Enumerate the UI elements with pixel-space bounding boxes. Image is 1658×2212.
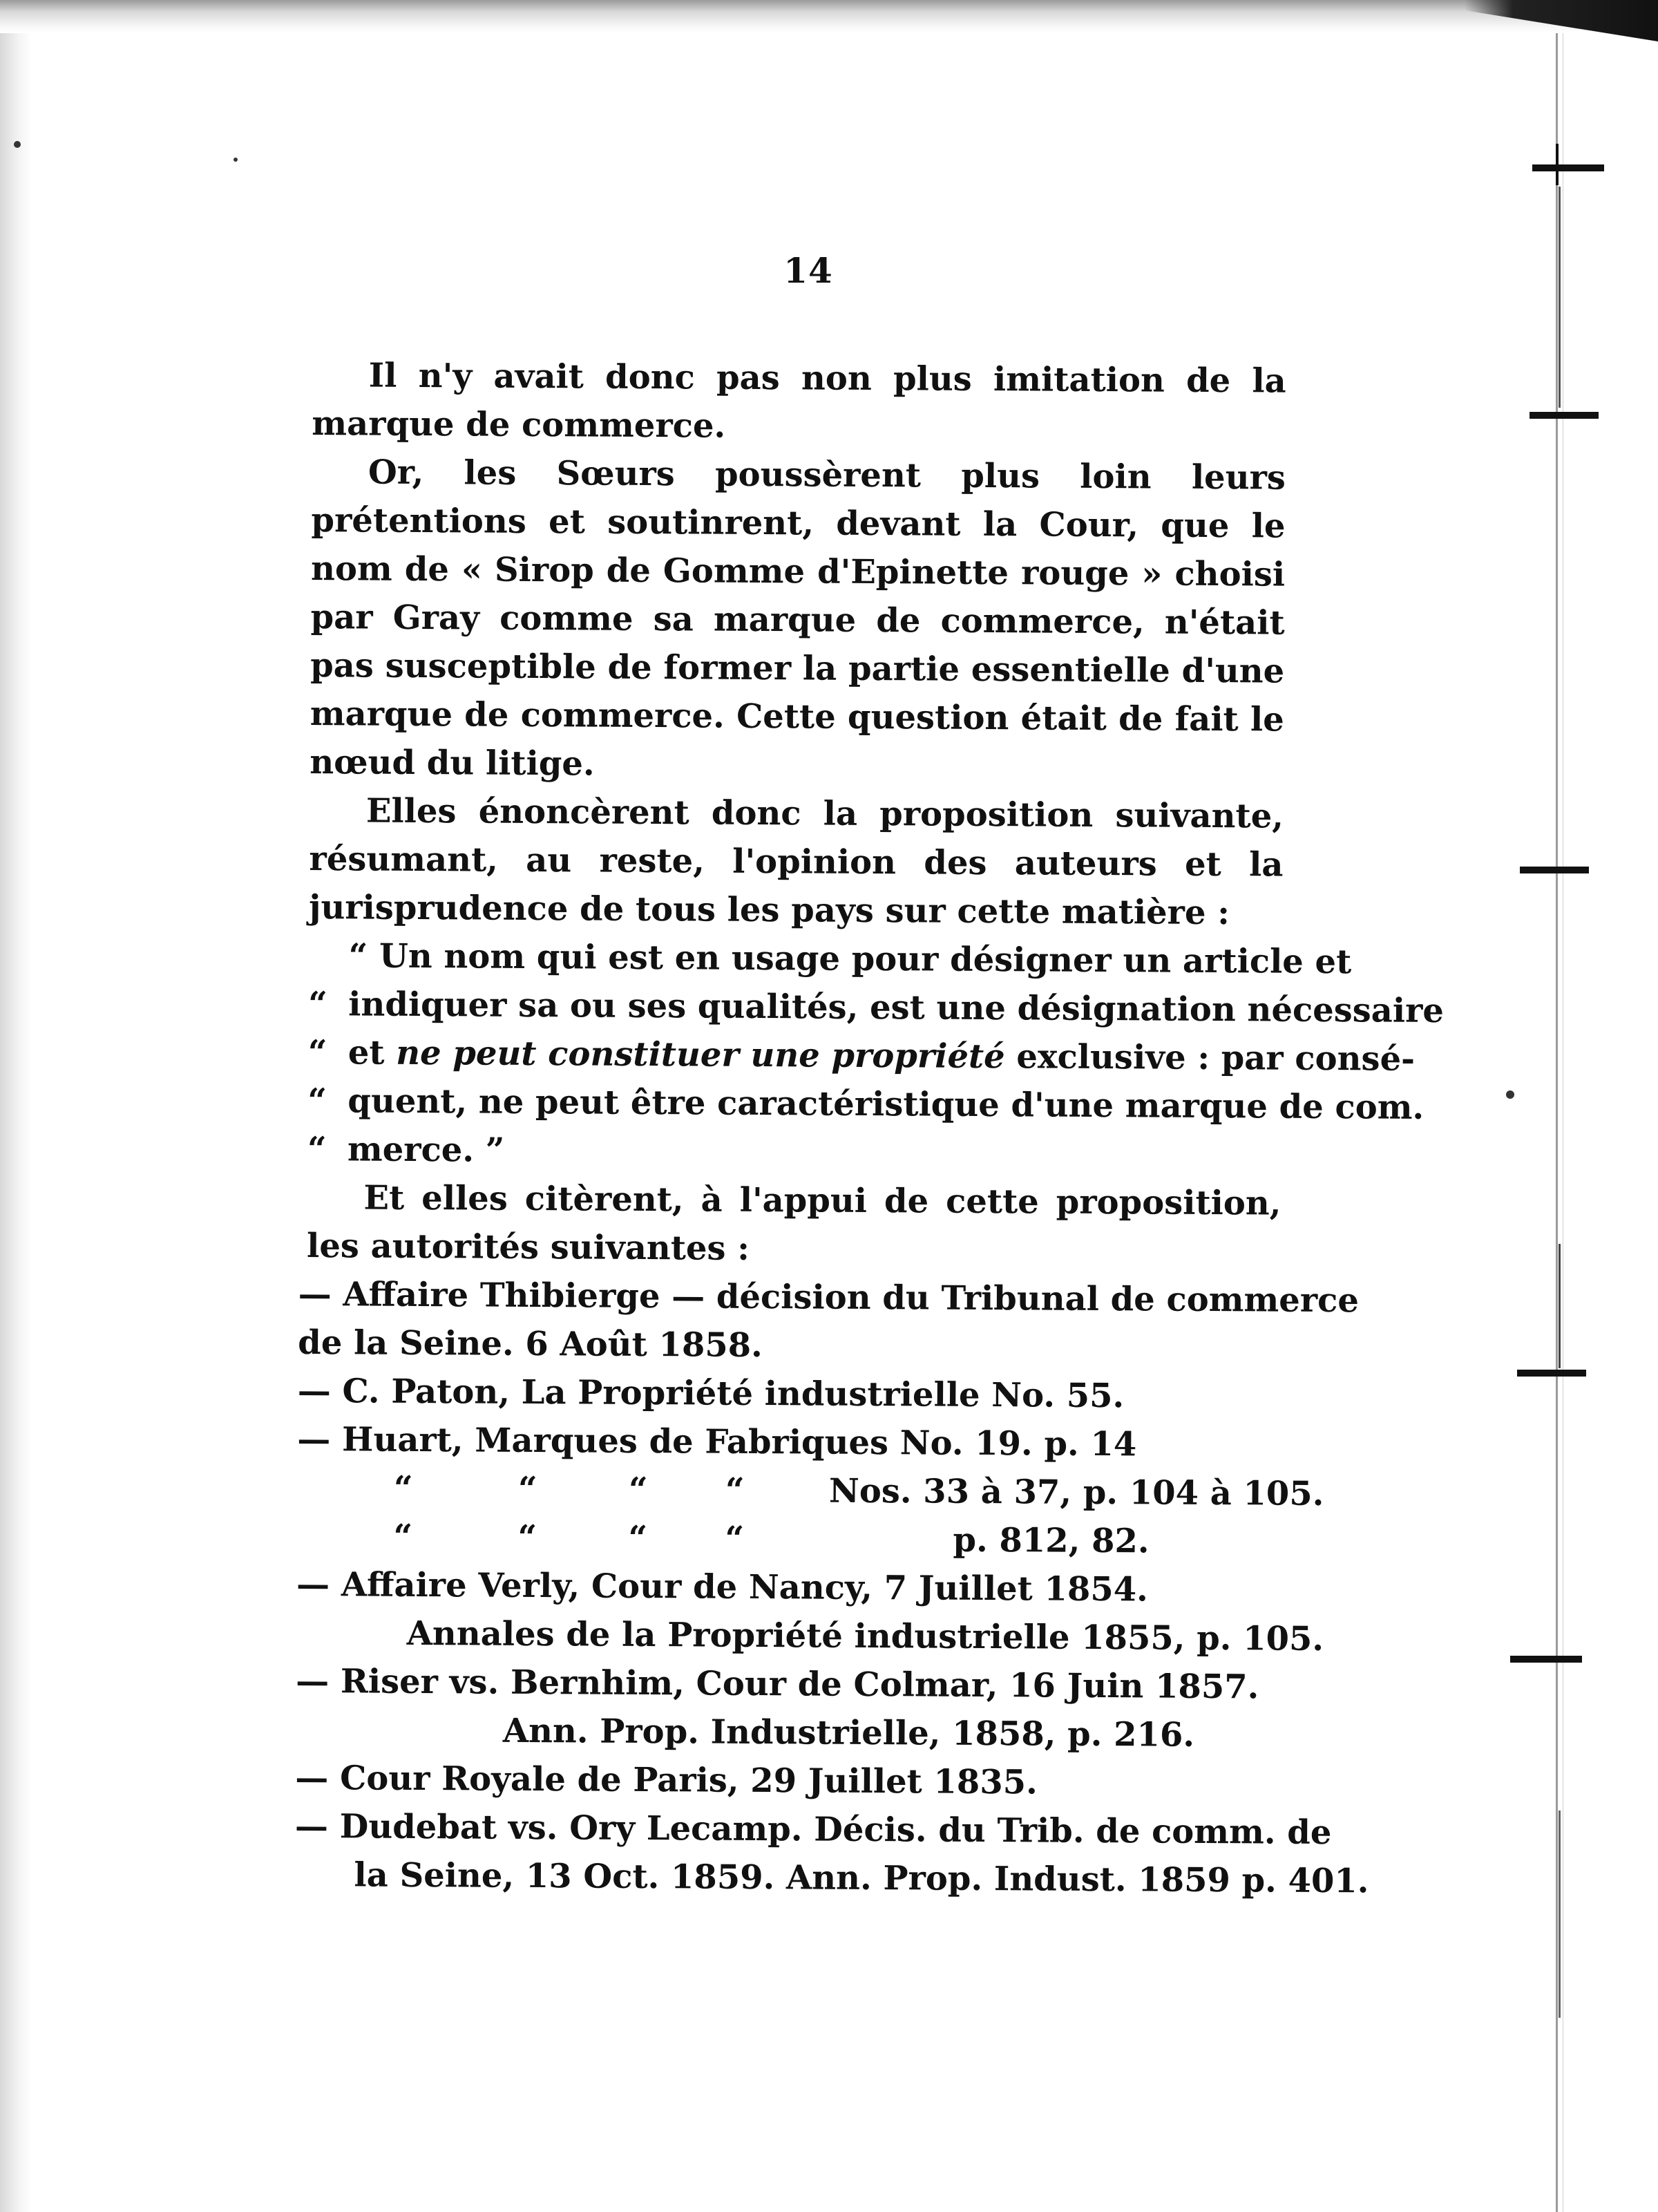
reference-3-detail-1: Nos. 33 à 37, p. 104 à 105. bbox=[828, 1471, 1324, 1513]
paragraph-3: Elles énoncèrent donc la proposition suivante, résumant, au reste, l'opinion des auteurs et la jurisprudence de tous les pays sur cette matière : bbox=[308, 791, 1284, 933]
page-number: 14 bbox=[783, 250, 833, 291]
reference-1: — Affaire Thibierge — décision du Tribunal de commerce bbox=[298, 1274, 1360, 1321]
stitch-mark bbox=[1559, 1811, 1561, 2018]
reference-3-detail-2: p. 812, 82. bbox=[953, 1520, 1150, 1561]
stitch-mark bbox=[1510, 1656, 1582, 1663]
stitch-mark bbox=[1559, 1244, 1561, 1368]
scan-speck bbox=[1506, 1090, 1514, 1099]
stitch-mark bbox=[1530, 412, 1599, 419]
quote-line-3-post: exclusive : par consé- bbox=[1004, 1037, 1416, 1079]
quote-line-2-text: indiquer sa ou ses qualités, est une désignation nécessaire bbox=[348, 985, 1445, 1031]
reference-1-cont: de la Seine. 6 Août 1858. bbox=[298, 1323, 763, 1365]
stitch-mark bbox=[1520, 867, 1589, 873]
quote-mark: “ bbox=[308, 984, 328, 1024]
reference-6: — Cour Royale de Paris, 29 Juillet 1835. bbox=[295, 1758, 1038, 1802]
reference-5-cont: Ann. Prop. Industrielle, 1858, p. 216. bbox=[502, 1711, 1195, 1755]
reference-4: — Affaire Verly, Cour de Nancy, 7 Juillet 1854. bbox=[296, 1565, 1148, 1609]
quotation bbox=[307, 932, 1445, 1180]
quote-line-5 bbox=[307, 1125, 1281, 1180]
scan-left-edge bbox=[0, 0, 32, 2212]
quote-line-3 bbox=[307, 1028, 1416, 1083]
paragraph-2: Or, les Sœurs poussèrent plus loin leurs prétentions et soutinrent, devant la Cour, que le nom de « Sirop de Gomme d'Epinette rouge » choisi par Gray comme sa marque de commerce, n'était pas susceptible de former la partie essentielle d'une marque de commerce. Cette question était de fait le nœud du litige. bbox=[309, 453, 1286, 784]
reference-5: — Riser vs. Bernhim, Cour de Colmar, 16 Juin 1857. bbox=[296, 1661, 1259, 1707]
scan-top-edge bbox=[0, 0, 1658, 33]
quote-line-4 bbox=[307, 1077, 1424, 1131]
quote-line-3-italic: ne peut constituer une propriété bbox=[396, 1033, 1005, 1077]
ditto-row-2 bbox=[296, 1512, 1279, 1567]
paragraph-1: Il n'y avait donc pas non plus imitation de la marque de commerce. bbox=[312, 356, 1286, 446]
scan-speck bbox=[14, 141, 21, 148]
reference-2: — C. Paton, La Propriété industrielle No. 55. bbox=[297, 1371, 1125, 1416]
stitch-mark bbox=[1559, 187, 1561, 408]
stitch-mark bbox=[1532, 164, 1604, 171]
reference-list bbox=[294, 1270, 1369, 1905]
quote-mark: “ bbox=[307, 1032, 327, 1072]
paragraph-4: Et elles citèrent, à l'appui de cette proposition, les autorités suivantes : bbox=[306, 1178, 1281, 1268]
quote-line-4-text: quent, ne peut être caractéristique d'une marque de com. bbox=[347, 1081, 1424, 1127]
page-body bbox=[294, 351, 1445, 1905]
quote-mark: “ bbox=[307, 1129, 327, 1169]
reference-7: — Dudebat vs. Ory Lecamp. Décis. du Trib. de comm. de bbox=[294, 1806, 1332, 1853]
ditto-mark: “ bbox=[517, 1518, 537, 1558]
ditto-mark: “ bbox=[517, 1469, 537, 1509]
quote-line-5-text: merce. ” bbox=[347, 1130, 505, 1170]
stitch-mark bbox=[1517, 1370, 1586, 1377]
scan-speck bbox=[234, 158, 238, 162]
ditto-mark: “ bbox=[628, 1518, 648, 1558]
ditto-mark: “ bbox=[393, 1517, 413, 1556]
ditto-mark: “ bbox=[393, 1468, 413, 1508]
reference-4-cont: Annales de la Propriété industrielle 1855, p. 105. bbox=[406, 1614, 1324, 1658]
ditto-row-1 bbox=[297, 1464, 1324, 1518]
page-right-edge bbox=[1556, 33, 1558, 2212]
quote-mark: “ bbox=[307, 1081, 327, 1121]
ditto-mark: “ bbox=[628, 1470, 648, 1509]
ditto-mark: “ bbox=[725, 1471, 745, 1510]
ditto-mark: “ bbox=[725, 1519, 745, 1558]
reference-7-cont: la Seine, 13 Oct. 1859. Ann. Prop. Indust. 1859 p. 401. bbox=[354, 1855, 1369, 1901]
quote-line-1: “ Un nom qui est en usage pour désigner un article et bbox=[348, 936, 1352, 982]
quote-line-3-pre: et bbox=[347, 1033, 397, 1072]
reference-3: — Huart, Marques de Fabriques No. 19. p. 14 bbox=[297, 1419, 1137, 1464]
quote-line-2 bbox=[308, 980, 1445, 1034]
